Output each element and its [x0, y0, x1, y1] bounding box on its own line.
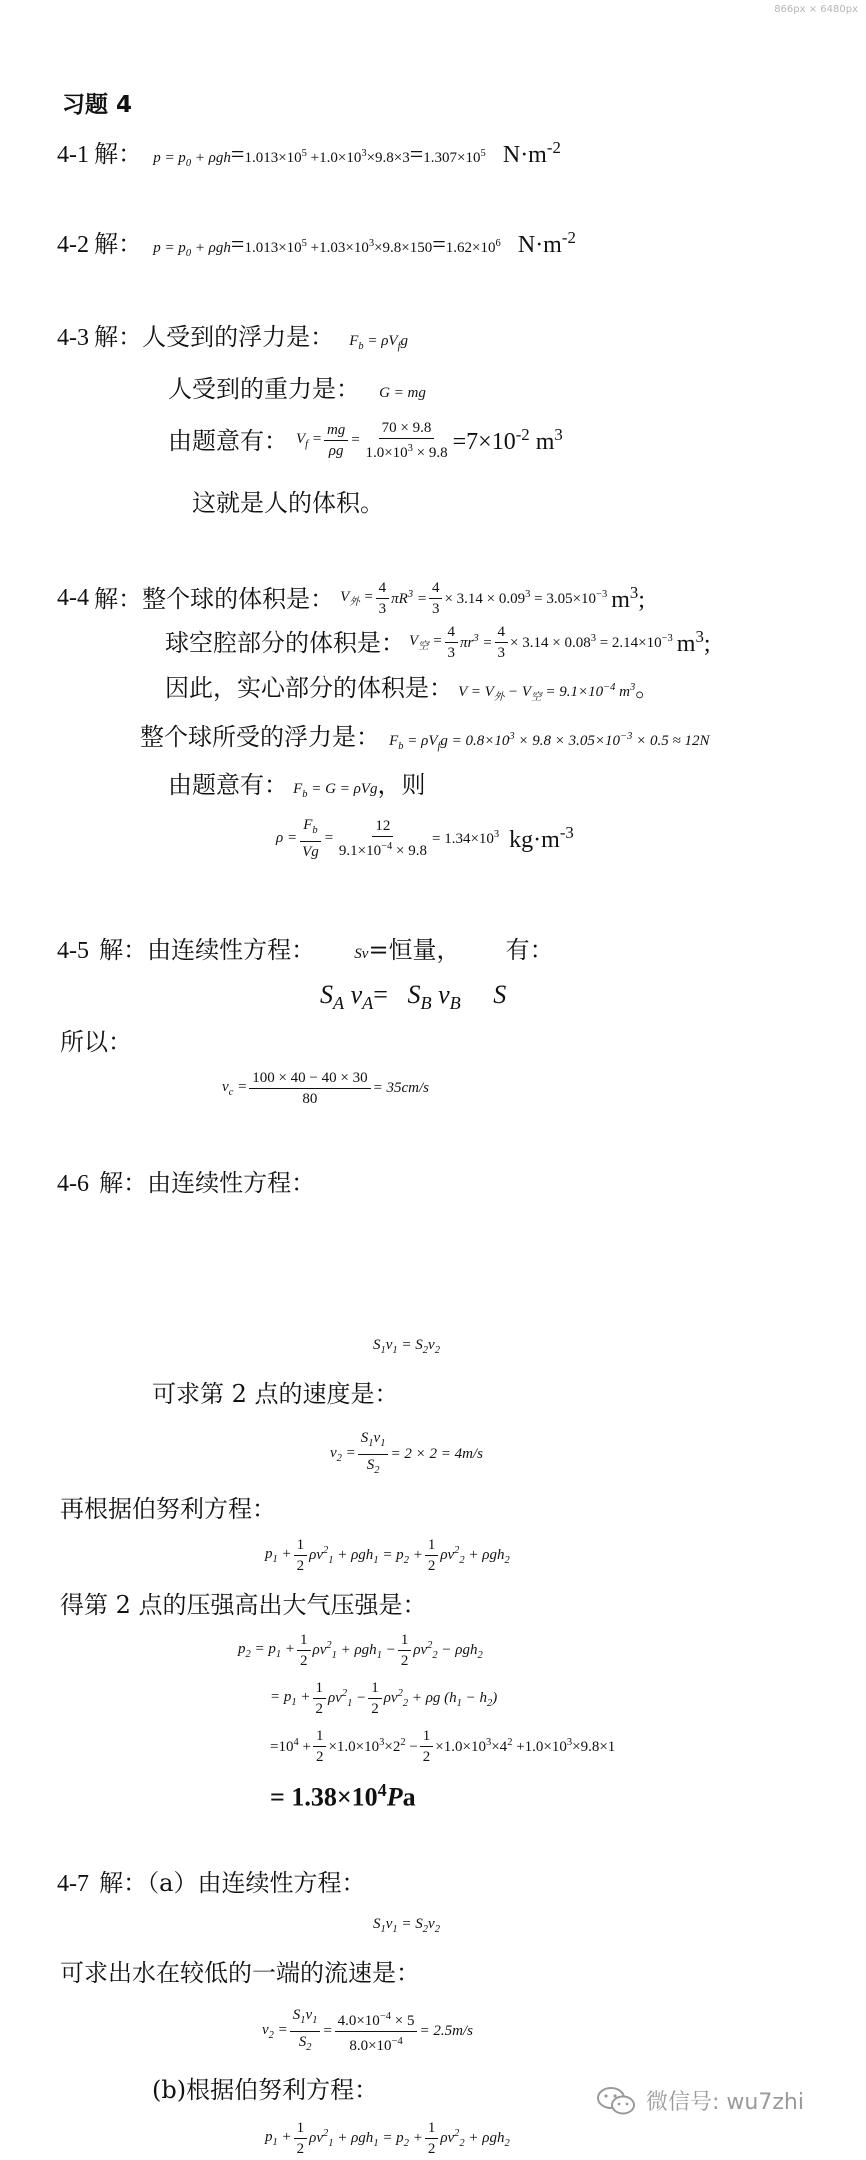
problem-4-6-line1: 4-6 解：由连续性方程：: [57, 1169, 316, 1197]
problem-4-5-result: $v_c$ = $\frac{100 \times 40 - 40 \times 30}{80}$ = 35cm/s: [222, 1070, 429, 1107]
problem-4-4-line2: 球空腔部分的体积是： $V_空$ = $\frac{4}{3}$ $\pi r^3$ = $\frac{4}{3}$ × $3.14 \times 0.08^3 = 2.14\times 10^{-3}$ $m^3$;: [165, 624, 711, 661]
problem-4-6-row3: $=10^4$ + $\frac{1}{2}$ $\times 1.0\times 10^3\times 2^2$ − $\frac{1}{2}$ $\times 1.0\times 10^3\times 4^2 +1.0\times 10^3\times 9.8\times 1$: [270, 1728, 616, 1765]
problem-4-3-line1: 4-3 解：人受到的浮力是： $F_b = \rho V_fg$: [57, 323, 409, 352]
problem-4-4-line4: 整个球所受的浮力是： $F_b = \rho V_fg = 0.8\times 10^3 \times 9.8 \times 3.05\times 10^{-3} \times 0.5 \approx 12N$: [140, 723, 710, 752]
formula-4-2: $p = p_0 + \rho gh$: [153, 240, 231, 259]
solution-label: 解：: [94, 230, 143, 258]
problem-4-6-v2: $v_2$ = $\frac{S_1v_1}{S_2}$ = 2 × 2 = 4m/s: [330, 1430, 483, 1476]
problem-4-6-line3: 再根据伯努利方程：: [60, 1495, 276, 1523]
formula-4-1: $p = p_0 + \rho gh$: [153, 150, 231, 169]
problem-4-6-result: = $1.38\times 10^4Pa$: [270, 1780, 416, 1812]
unit: $N\cdot m^{-2}$: [517, 228, 576, 258]
problem-4-4-line1: 4-4 解： 整个球的体积是： $V_外$ = $\frac{4}{3}$ $\pi R^3$ = $\frac{4}{3}$ × $3.14 \times 0.09^3 = 3.05\times 10^{-3}$ $m^3$;: [57, 580, 645, 617]
problem-4-7-line2: 可求出水在较低的一端的流速是：: [60, 1959, 420, 1987]
wechat-icon: [596, 2086, 636, 2116]
problem-4-3-line4: 这就是人的体积。: [192, 489, 384, 517]
problem-4-5-line1: 4-5 解：由连续性方程： Sv=恒量， 有：: [57, 936, 554, 964]
watermark-text: 微信号: wu7zhi: [646, 2090, 804, 2115]
problem-4-6-line2: 可求第 2 点的速度是：: [152, 1380, 399, 1408]
problem-4-2: 4-2 解： $p = p_0 + \rho gh=1.013\times 10^5 +1.03\times 10^3\times 9.8\times 150=1.62\times 10^6$ $N\cdot m^{-2}$: [57, 228, 576, 259]
problem-4-3-line2: 人受到的重力是： G = mg: [168, 375, 426, 403]
problem-4-7-bernoulli: $p_1$ + $\frac{1}{2}$ $\rho v^2_1 + \rho gh_1 = p_2$ + $\frac{1}{2}$ $\rho v^2_2 + \rho gh_2$: [265, 2120, 510, 2157]
problem-4-6-continuity: $S_1v_1 = S_2v_2$: [373, 1337, 440, 1356]
problem-4-4-line6: ρ = $\frac{F_b}{Vg}$ = $\frac{12}{9.1\times 10^{-4} \times 9.8}$ = $1.34\times 10^3$ $kg\cdot m^{-3}$: [276, 817, 574, 860]
problem-4-1: 4-1 解： $p = p_0 + \rho gh=1.013\times 10^5 +1.0\times 10^3\times 9.8\times 3=1.307\times 10^5$ $N\cdot m^{-2}$: [57, 138, 561, 169]
unit: $N\cdot m^{-2}$: [502, 138, 561, 168]
watermark: [596, 2085, 804, 2116]
problem-4-7-continuity: $S_1v_1 = S_2v_2$: [373, 1916, 440, 1935]
problem-number: 4-1: [57, 142, 89, 168]
problem-4-7-v2: $v_2$ = $\frac{S_1v_1}{S_2}$ = $\frac{4.0\times 10^{-4} \times 5}{8.0\times 10^{-4}}$ = 2.5m/s: [262, 2007, 473, 2054]
problem-4-6-bernoulli: $p_1$ + $\frac{1}{2}$ $\rho v^2_1 + \rho gh_1 = p_2$ + $\frac{1}{2}$ $\rho v^2_2 + \rho gh_2$: [265, 1537, 510, 1574]
problem-4-7-line1: 4-7 解：（a）由连续性方程：: [57, 1869, 366, 1897]
problem-4-5-so: 所以：: [60, 1028, 132, 1056]
problem-4-6-line4: 得第 2 点的压强高出大气压强是：: [60, 1591, 427, 1619]
problem-4-5-equation: $S_A$ $v_A=$ $S_B$ $v_B$ S: [320, 980, 507, 1014]
image-dimensions: 866px × 6480px: [774, 4, 858, 15]
problem-number: 4-2: [57, 232, 89, 258]
problem-4-6-row1: $p_2 = p_1$ + $\frac{1}{2}$ $\rho v^2_1 + \rho gh_1$ − $\frac{1}{2}$ $\rho v^2_2 - \rho gh_2$: [238, 1632, 483, 1669]
problem-4-4-line3: 因此，实心部分的体积是： $V = V_外 - V_空 = 9.1\times 10^{-4}$ $m^3$。: [165, 674, 660, 703]
problem-4-7-line3: (b)根据伯努利方程：: [152, 2076, 379, 2104]
page-title: 习题 4: [62, 92, 133, 118]
solution-label: 解：: [94, 140, 143, 168]
problem-4-4-line5: 由题意有： $F_b = G = \rho Vg$，则: [168, 771, 426, 800]
problem-4-6-row2: = $p_1$ + $\frac{1}{2}$ $\rho v^2_1$ − $\frac{1}{2}$ $\rho v^2_2 + \rho g$ $(h_1 - h_2)$: [270, 1680, 498, 1717]
problem-4-3-line3: 由题意有： $V_f$ = $\frac{mg}{\rho g}$ = $\frac{70 \times 9.8}{1.0\times 10^3 \times 9.8}$ $=7\times 10^{-2}$ $m^3$: [168, 420, 563, 461]
